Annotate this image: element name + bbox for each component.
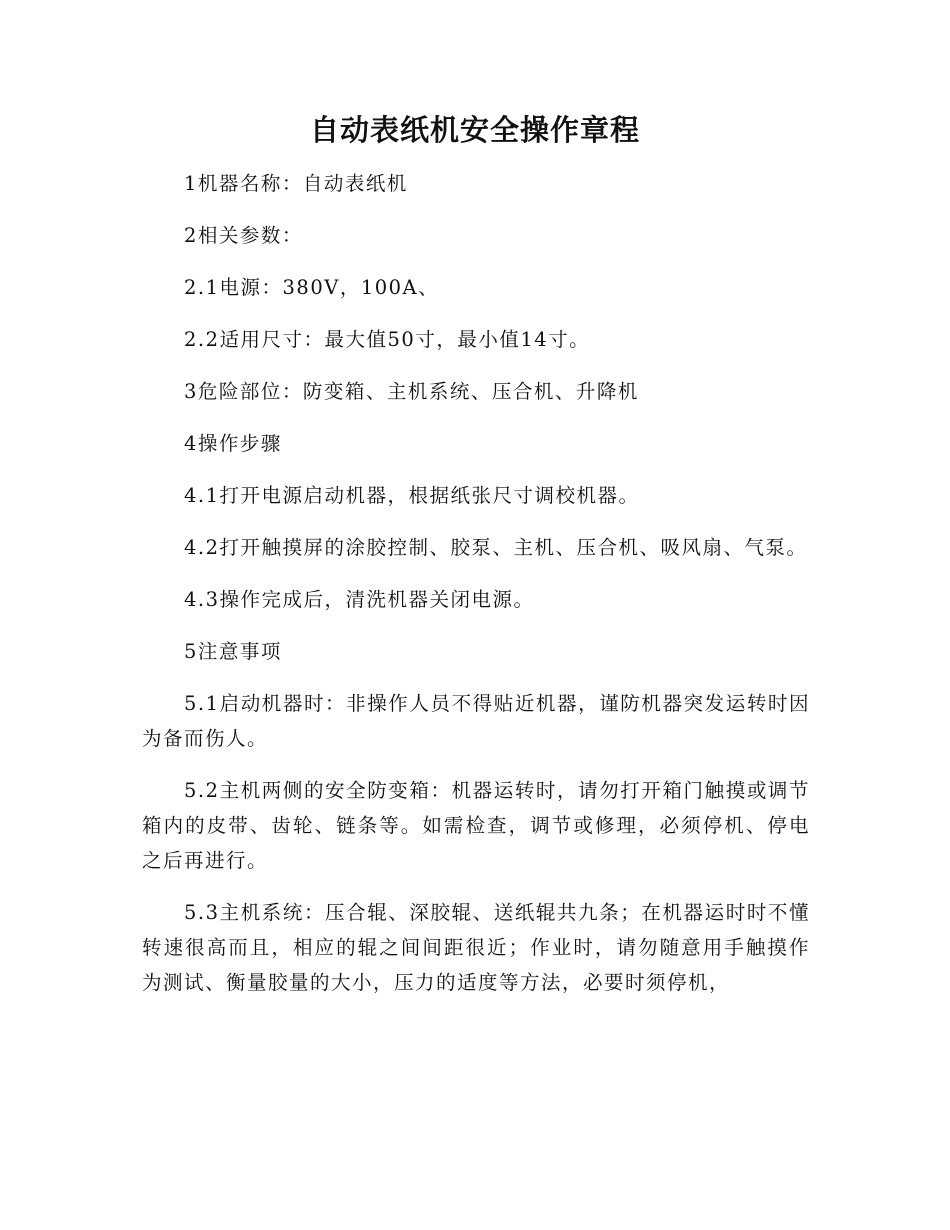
paragraph-applicable-size: 2.2适用尺寸：最大值50寸，最小值14寸。 <box>184 328 591 351</box>
paragraph-precautions-heading: 5注意事项 <box>184 640 282 663</box>
paragraph-machine-name: 1机器名称：自动表纸机 <box>184 172 408 195</box>
paragraph-parameters-heading: 2相关参数： <box>184 224 303 247</box>
document-body <box>142 166 810 1017</box>
paragraph-danger-areas: 3危险部位：防变箱、主机系统、压合机、升降机 <box>184 380 639 403</box>
paragraph-power-supply: 2.1电源：380V，100A、 <box>184 276 440 299</box>
paragraph-step-4-1: 4.1打开电源启动机器，根据纸张尺寸调校机器。 <box>184 484 640 507</box>
paragraph-precaution-5-2: 5.2主机两侧的安全防变箱：机器运转时，请勿打开箱门触摸或调节箱内的皮带、齿轮、链条等。如需检查，调节或修理，必须停机、停电之后再进行。 <box>142 779 810 872</box>
paragraph-precaution-5-3: 5.3主机系统：压合辊、深胶辊、送纸辊共九条；在机器运时时不懂转速很高而且，相应的辊之间间距很近；作业时，请勿随意用手触摸作为测试、衡量胶量的大小，压力的适度等方法，必要时须停机， <box>142 901 810 994</box>
paragraph-step-4-2: 4.2打开触摸屏的涂胶控制、胶泵、主机、压合机、吸风扇、气泵。 <box>184 536 808 559</box>
paragraph-operation-steps-heading: 4操作步骤 <box>184 432 282 455</box>
paragraph-step-4-3: 4.3操作完成后，清洗机器关闭电源。 <box>184 588 535 611</box>
paragraph-precaution-5-1: 5.1启动机器时：非操作人员不得贴近机器，谨防机器突发运转时因为备而伤人。 <box>142 692 810 750</box>
document-title: 自动表纸机安全操作章程 <box>309 113 640 147</box>
